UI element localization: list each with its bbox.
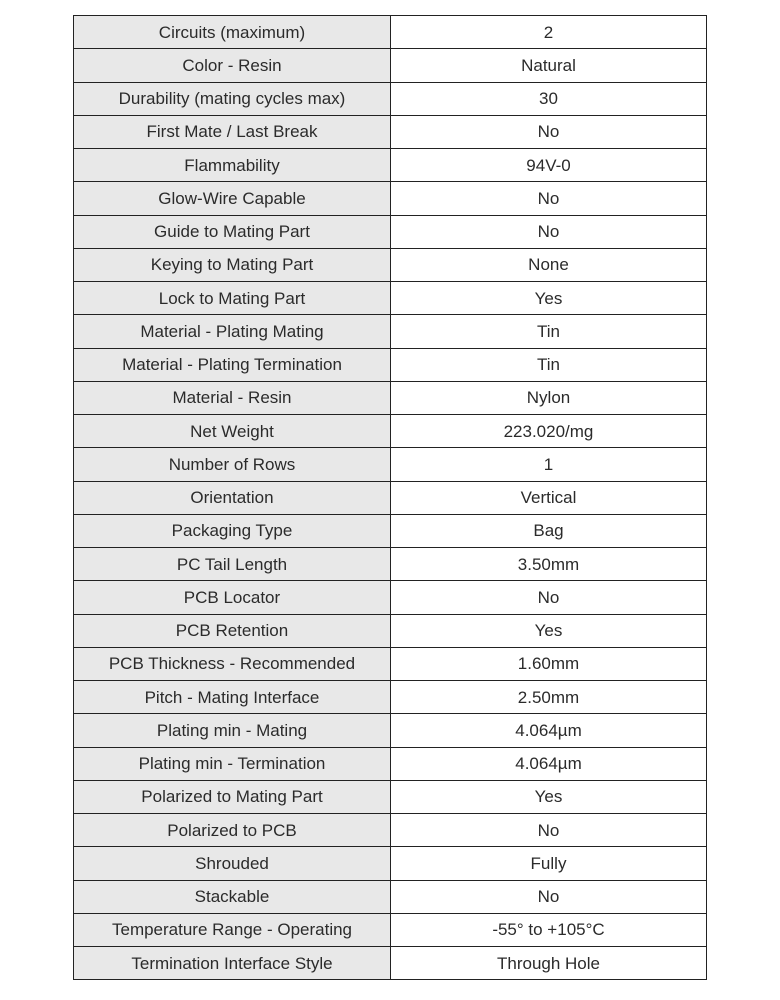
spec-property-cell: Number of Rows <box>74 448 391 481</box>
table-row <box>74 747 707 780</box>
spec-value-cell: No <box>391 581 707 614</box>
spec-property-cell: Packaging Type <box>74 514 391 547</box>
spec-value-cell: 2 <box>391 16 707 49</box>
spec-value-cell: Fully <box>391 847 707 880</box>
spec-value-cell: Yes <box>391 780 707 813</box>
spec-value-cell: 1.60mm <box>391 647 707 680</box>
spec-property-cell: Polarized to Mating Part <box>74 780 391 813</box>
spec-property-cell: Lock to Mating Part <box>74 282 391 315</box>
table-row <box>74 481 707 514</box>
table-row <box>74 847 707 880</box>
spec-property-cell: Glow-Wire Capable <box>74 182 391 215</box>
spec-property-cell: Flammability <box>74 149 391 182</box>
spec-property-cell: PCB Locator <box>74 581 391 614</box>
spec-value-cell: 1 <box>391 448 707 481</box>
spec-value-cell: Natural <box>391 49 707 82</box>
spec-value-cell: No <box>391 115 707 148</box>
table-row <box>74 614 707 647</box>
spec-property-cell: Polarized to PCB <box>74 814 391 847</box>
table-row <box>74 880 707 913</box>
table-row <box>74 581 707 614</box>
spec-property-cell: Net Weight <box>74 415 391 448</box>
table-row <box>74 282 707 315</box>
spec-property-cell: Temperature Range - Operating <box>74 913 391 946</box>
spec-value-cell: No <box>391 814 707 847</box>
table-row <box>74 548 707 581</box>
spec-property-cell: PCB Retention <box>74 614 391 647</box>
spec-property-cell: Material - Plating Termination <box>74 348 391 381</box>
spec-value-cell: -55° to +105°C <box>391 913 707 946</box>
spec-value-cell: Nylon <box>391 381 707 414</box>
table-row <box>74 714 707 747</box>
spec-value-cell: 4.064µm <box>391 714 707 747</box>
table-row <box>74 913 707 946</box>
spec-property-cell: Plating min - Mating <box>74 714 391 747</box>
spec-value-cell: Tin <box>391 348 707 381</box>
table-row <box>74 115 707 148</box>
spec-value-cell: 30 <box>391 82 707 115</box>
table-row <box>74 16 707 49</box>
table-row <box>74 448 707 481</box>
spec-value-cell: Tin <box>391 315 707 348</box>
spec-value-cell: No <box>391 182 707 215</box>
table-row <box>74 315 707 348</box>
table-row <box>74 647 707 680</box>
spec-value-cell: Yes <box>391 614 707 647</box>
spec-property-cell: Durability (mating cycles max) <box>74 82 391 115</box>
spec-property-cell: Orientation <box>74 481 391 514</box>
spec-value-cell: Yes <box>391 282 707 315</box>
table-row <box>74 182 707 215</box>
spec-value-cell: 3.50mm <box>391 548 707 581</box>
spec-value-cell: Vertical <box>391 481 707 514</box>
spec-property-cell: Guide to Mating Part <box>74 215 391 248</box>
spec-property-cell: Material - Plating Mating <box>74 315 391 348</box>
spec-property-cell: Stackable <box>74 880 391 913</box>
spec-value-cell: 223.020/mg <box>391 415 707 448</box>
spec-value-cell: No <box>391 880 707 913</box>
spec-property-cell: Plating min - Termination <box>74 747 391 780</box>
table-row <box>74 514 707 547</box>
spec-property-cell: Circuits (maximum) <box>74 16 391 49</box>
spec-property-cell: PC Tail Length <box>74 548 391 581</box>
table-row <box>74 681 707 714</box>
spec-property-cell: Shrouded <box>74 847 391 880</box>
spec-property-cell: Material - Resin <box>74 381 391 414</box>
spec-property-cell: Keying to Mating Part <box>74 248 391 281</box>
spec-value-cell: No <box>391 215 707 248</box>
spec-value-cell: Through Hole <box>391 947 707 980</box>
spec-value-cell: 94V-0 <box>391 149 707 182</box>
spec-value-cell: Bag <box>391 514 707 547</box>
spec-property-cell: Termination Interface Style <box>74 947 391 980</box>
spec-property-cell: PCB Thickness - Recommended <box>74 647 391 680</box>
spec-property-cell: First Mate / Last Break <box>74 115 391 148</box>
table-row <box>74 415 707 448</box>
spec-property-cell: Pitch - Mating Interface <box>74 681 391 714</box>
table-row <box>74 814 707 847</box>
spec-table <box>73 15 707 980</box>
spec-table-body <box>74 16 707 980</box>
spec-value-cell: 2.50mm <box>391 681 707 714</box>
spec-value-cell: 4.064µm <box>391 747 707 780</box>
table-row <box>74 947 707 980</box>
table-row <box>74 780 707 813</box>
table-row <box>74 82 707 115</box>
table-row <box>74 49 707 82</box>
table-row <box>74 248 707 281</box>
table-row <box>74 381 707 414</box>
table-row <box>74 348 707 381</box>
table-row <box>74 149 707 182</box>
spec-property-cell: Color - Resin <box>74 49 391 82</box>
spec-value-cell: None <box>391 248 707 281</box>
table-row <box>74 215 707 248</box>
